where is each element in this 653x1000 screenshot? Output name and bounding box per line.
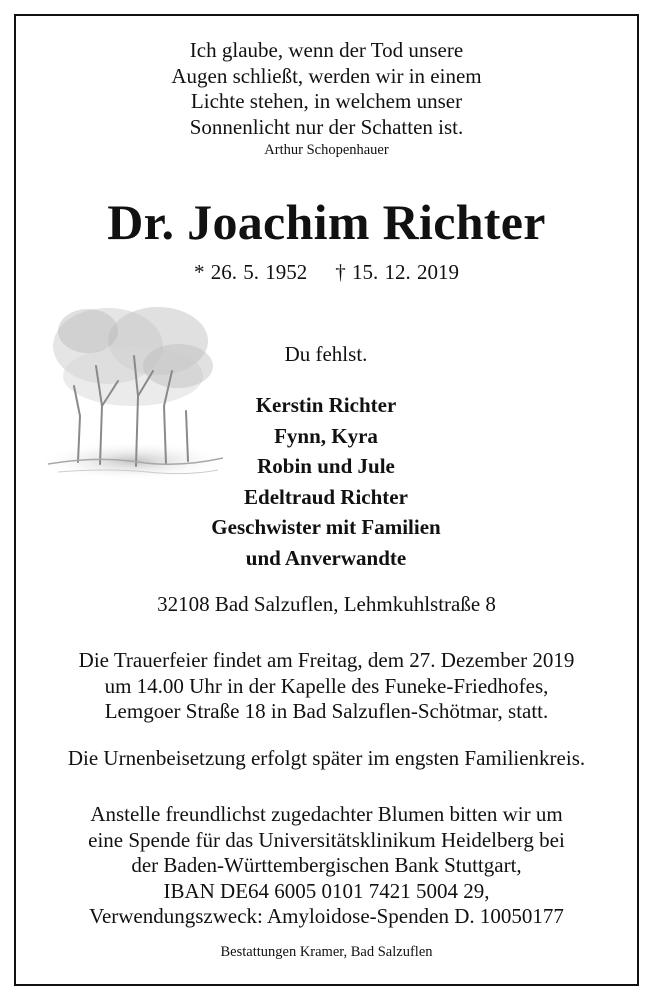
family-member: Kerstin Richter [255, 393, 397, 417]
ceremony-line: Lemgoer Straße 18 in Bad Salzuflen-Schötmar, statt. [104, 699, 549, 723]
ceremony-info [16, 648, 637, 725]
family-member: Edeltraud Richter [244, 484, 408, 509]
donation-line: Anstelle freundlichst zugedachter Blumen bitten wir um [90, 802, 563, 826]
donation-line: Verwendungszweck: Amyloidose-Spenden D. 10050177 [89, 904, 564, 928]
quote [16, 38, 637, 140]
message: Du fehlst. [284, 342, 368, 366]
quote-line: Ich glaube, wenn der Tod unsere [189, 38, 464, 62]
ceremony-line: um 14.00 Uhr in der Kapelle des Funeke-Friedhofes, [104, 673, 549, 698]
donation-line: der Baden-Württembergischen Bank Stuttgart, [131, 853, 522, 877]
death-date: † 15. 12. 2019 [335, 260, 459, 284]
donation-line: eine Spende für das Universitätsklinikum Heidelberg bei [88, 827, 565, 852]
family-member: und Anverwandte [245, 545, 407, 570]
quote-line: Lichte stehen, in welchem unser [190, 89, 463, 113]
donation-info [16, 802, 637, 930]
ceremony-line: Die Trauerfeier findet am Freitag, dem 27. Dezember 2019 [78, 648, 575, 672]
quote-line: Augen schließt, werden wir in einem [171, 63, 482, 88]
family-list [186, 390, 466, 573]
burial-info: Die Urnenbeisetzung erfolgt später im engsten Familienkreis. [67, 746, 586, 770]
family-member: Robin und Jule [257, 454, 395, 478]
deceased-name: Dr. Joachim Richter [107, 194, 546, 250]
quote-line: Sonnenlicht nur der Schatten ist. [189, 114, 464, 139]
funeral-home: Bestattungen Kramer, Bad Salzuflen [220, 944, 433, 960]
family-member: Fynn, Kyra [274, 423, 378, 448]
obituary-frame [14, 14, 639, 986]
quote-author: Arthur Schopenhauer [264, 142, 389, 158]
life-dates [16, 260, 637, 285]
family-member: Geschwister mit Familien [211, 515, 441, 539]
address: 32108 Bad Salzuflen, Lehmkuhlstraße 8 [157, 592, 496, 616]
birth-date: * 26. 5. 1952 [194, 260, 308, 284]
donation-line: IBAN DE64 6005 0101 7421 5004 29, [163, 878, 490, 903]
